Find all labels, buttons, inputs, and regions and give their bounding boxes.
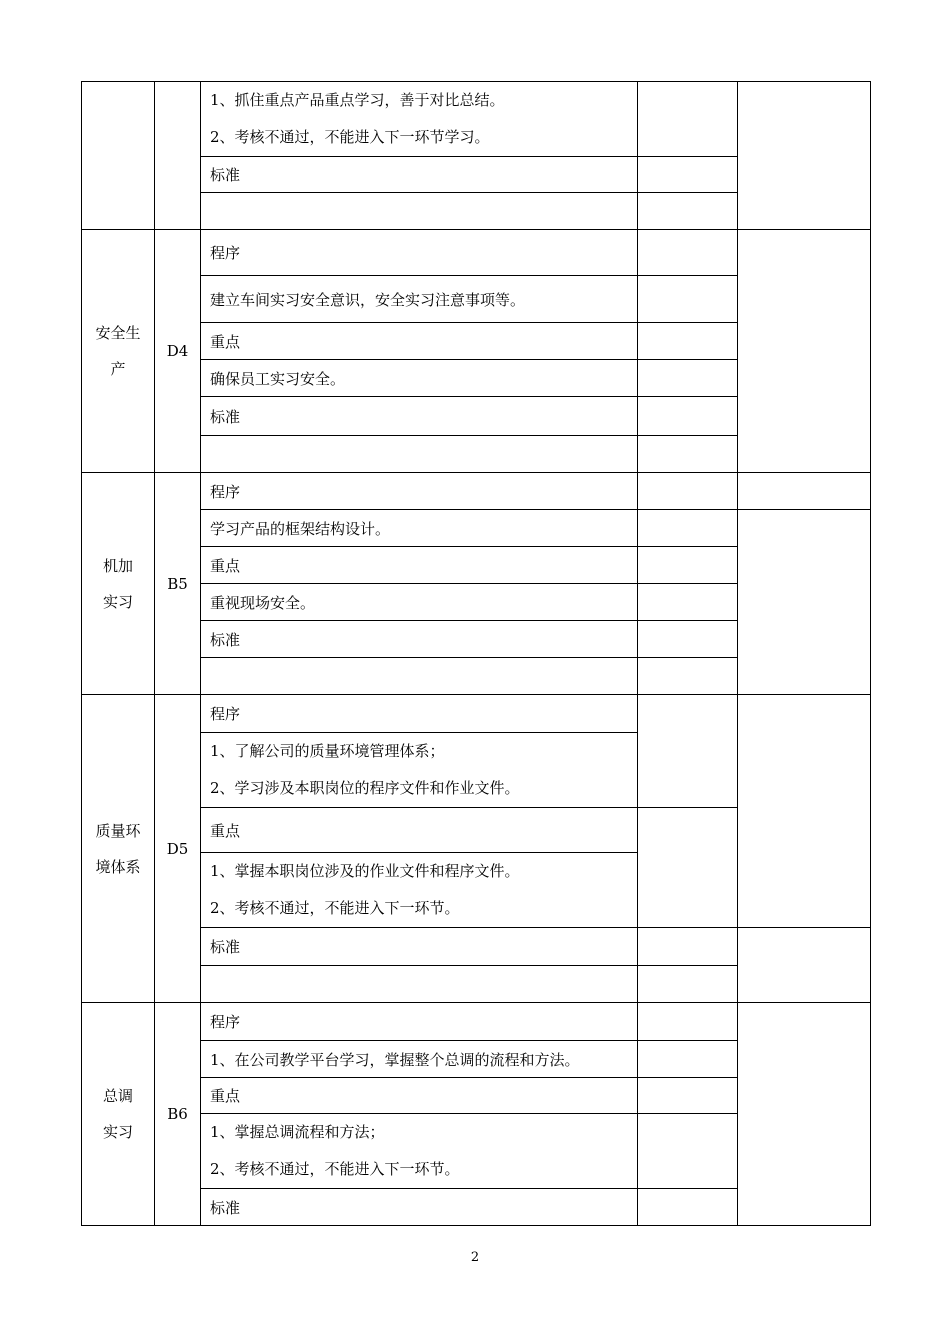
procedure-label: 程序	[201, 473, 638, 510]
page-number: 2	[470, 1250, 480, 1265]
procedure-label: 程序	[201, 1003, 638, 1041]
blank-cell	[638, 276, 738, 323]
blank-cell	[638, 547, 738, 584]
blank-cell	[638, 510, 738, 547]
key-points-label: 重点	[201, 547, 638, 584]
table-row	[82, 1003, 871, 1041]
category-name-line: 实习	[102, 1123, 133, 1141]
remarks-cell	[738, 230, 871, 473]
standard-value	[201, 658, 638, 695]
category-name-line: 境体系	[95, 857, 141, 876]
content-cell	[201, 82, 638, 157]
table-row	[82, 510, 871, 547]
remarks-cell	[738, 473, 871, 510]
procedure-value: 1、在公司教学平台学习，掌握整个总调的流程和方法。	[201, 1041, 638, 1078]
blank-cell	[638, 966, 738, 1003]
blank-cell	[638, 1114, 738, 1189]
key-points-value	[201, 853, 638, 928]
category-name-line: 质量环	[95, 821, 141, 840]
standard-label: 标准	[201, 928, 638, 966]
blank-cell	[638, 695, 738, 808]
category-cell	[82, 473, 155, 695]
key-point-line: 2、考核不通过，不能进入下一环节。	[210, 1160, 460, 1178]
code-cell	[155, 82, 201, 230]
blank-cell	[638, 360, 738, 397]
category-cell	[82, 82, 155, 230]
remarks-cell	[738, 510, 871, 695]
category-name-line: 安全生	[95, 324, 141, 342]
procedure-line: 1、了解公司的质量环境管理体系；	[210, 742, 445, 760]
remarks-cell	[738, 1003, 871, 1226]
table-row	[82, 82, 871, 157]
procedure-value	[201, 733, 638, 808]
remarks-cell	[738, 928, 871, 1003]
blank-cell	[638, 323, 738, 360]
category-name-line: 实习	[102, 592, 133, 611]
content-line: 1、抓住重点产品重点学习，善于对比总结。	[210, 91, 505, 109]
table-row	[82, 695, 871, 733]
blank-cell	[638, 82, 738, 157]
standard-label: 标准	[201, 621, 638, 658]
blank-cell	[638, 1003, 738, 1041]
standard-label: 标准	[201, 1189, 638, 1226]
code-cell: D5	[155, 695, 201, 1003]
key-points-value: 重视现场安全。	[201, 584, 638, 621]
standard-value	[201, 436, 638, 473]
category-name-line: 总调	[102, 1087, 133, 1105]
procedure-line: 2、学习涉及本职岗位的程序文件和作业文件。	[210, 779, 520, 797]
blank-cell	[638, 621, 738, 658]
standard-label: 标准	[201, 397, 638, 436]
procedure-value: 学习产品的框架结构设计。	[201, 510, 638, 547]
category-cell	[82, 230, 155, 473]
key-points-value	[201, 1114, 638, 1189]
table-row	[82, 928, 871, 966]
code-cell: B6	[155, 1003, 201, 1226]
blank-cell	[638, 1189, 738, 1226]
key-points-label: 重点	[201, 323, 638, 360]
code-cell: B5	[155, 473, 201, 695]
key-points-label: 重点	[201, 1078, 638, 1114]
blank-cell	[638, 584, 738, 621]
procedure-label: 程序	[201, 230, 638, 276]
key-point-line: 1、掌握本职岗位涉及的作业文件和程序文件。	[210, 862, 520, 880]
content-line: 2、考核不通过，不能进入下一环节学习。	[210, 128, 490, 146]
key-points-value: 确保员工实习安全。	[201, 360, 638, 397]
standard-label: 标准	[201, 157, 638, 193]
blank-cell	[638, 1041, 738, 1078]
blank-cell	[638, 928, 738, 966]
blank-cell	[638, 157, 738, 193]
remarks-cell	[738, 695, 871, 928]
procedure-value: 建立车间实习安全意识，安全实习注意事项等。	[201, 276, 638, 323]
blank-cell	[638, 230, 738, 276]
code-cell: D4	[155, 230, 201, 473]
blank-cell	[638, 436, 738, 473]
table-row	[82, 230, 871, 276]
blank-cell	[638, 193, 738, 230]
procedure-label: 程序	[201, 695, 638, 733]
training-plan-table	[81, 81, 871, 1226]
key-point-line: 2、考核不通过，不能进入下一环节。	[210, 899, 460, 917]
standard-value	[201, 966, 638, 1003]
table-row	[82, 473, 871, 510]
remarks-cell	[738, 82, 871, 230]
standard-value	[201, 193, 638, 230]
key-points-label: 重点	[201, 808, 638, 853]
category-cell	[82, 695, 155, 1003]
blank-cell	[638, 1078, 738, 1114]
category-name-line: 机加	[102, 556, 133, 575]
blank-cell	[638, 658, 738, 695]
blank-cell	[638, 808, 738, 928]
blank-cell	[638, 473, 738, 510]
category-cell	[82, 1003, 155, 1226]
category-name-line: 产	[110, 360, 126, 378]
key-point-line: 1、掌握总调流程和方法；	[210, 1123, 385, 1141]
blank-cell	[638, 397, 738, 436]
